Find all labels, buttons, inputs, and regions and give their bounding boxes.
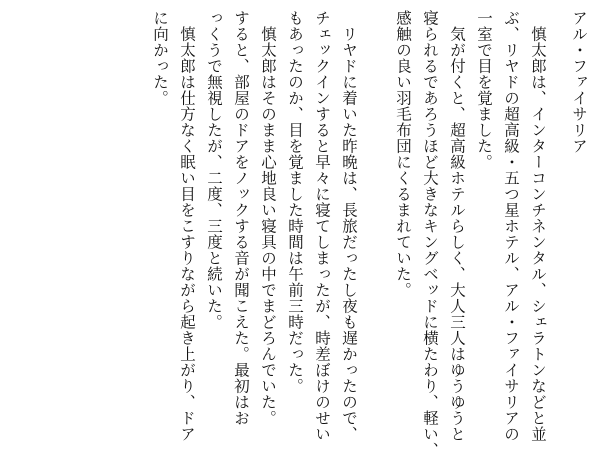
paragraph-2-line-2: 寝られるであろうほど大きなキングベッドに横たわり、軽い、 — [421, 10, 439, 458]
paragraph-4-line-2: すると、部屋のドアをノックする音が聞こえた。最初はお — [232, 10, 250, 426]
paragraph-3-line-1: リヤドに着いた昨晩は、長旅だったし夜も遅かったので、 — [340, 25, 358, 442]
paragraph-3-line-3: もあったのか、目を覚ました時間は午前三時だった。 — [286, 10, 304, 394]
paragraph-5-line-1: 慎太郎は仕方なく眠い目をこすりながら起き上がり、ドア — [178, 25, 196, 442]
document-title: アル・ファイサリア — [570, 10, 588, 154]
paragraph-1-line-3: 一室で目を覚ました。 — [475, 10, 493, 170]
paragraph-3-line-2: チェックインすると早々に寝てしまったが、時差ぼけのせい — [313, 10, 331, 442]
paragraph-2-line-1: 気が付くと、超高級ホテルらしく、大人三人はゆうゆうと — [448, 25, 466, 442]
vertical-text-body — [146, 10, 592, 460]
paragraph-4-line-1: 慎太郎はそのまま心地良い寝具の中でまどろんでいた。 — [259, 25, 277, 426]
paragraph-5-line-2: に向かった。 — [151, 10, 169, 106]
paragraph-4-line-3: っくうで無視したが、二度、三度と続いた。 — [205, 10, 223, 330]
paragraph-1-line-2: ぶ、リヤドの超高級・五つ星ホテル、アル・ファイサリアの — [502, 10, 520, 442]
paragraph-spacer — [362, 10, 389, 460]
paragraph-1-line-1: 慎太郎は、インターコンチネンタル、シェラトンなどと並 — [529, 25, 547, 442]
paragraph-2-line-3: 感触の良い羽毛布団にくるまれていた。 — [394, 10, 412, 298]
